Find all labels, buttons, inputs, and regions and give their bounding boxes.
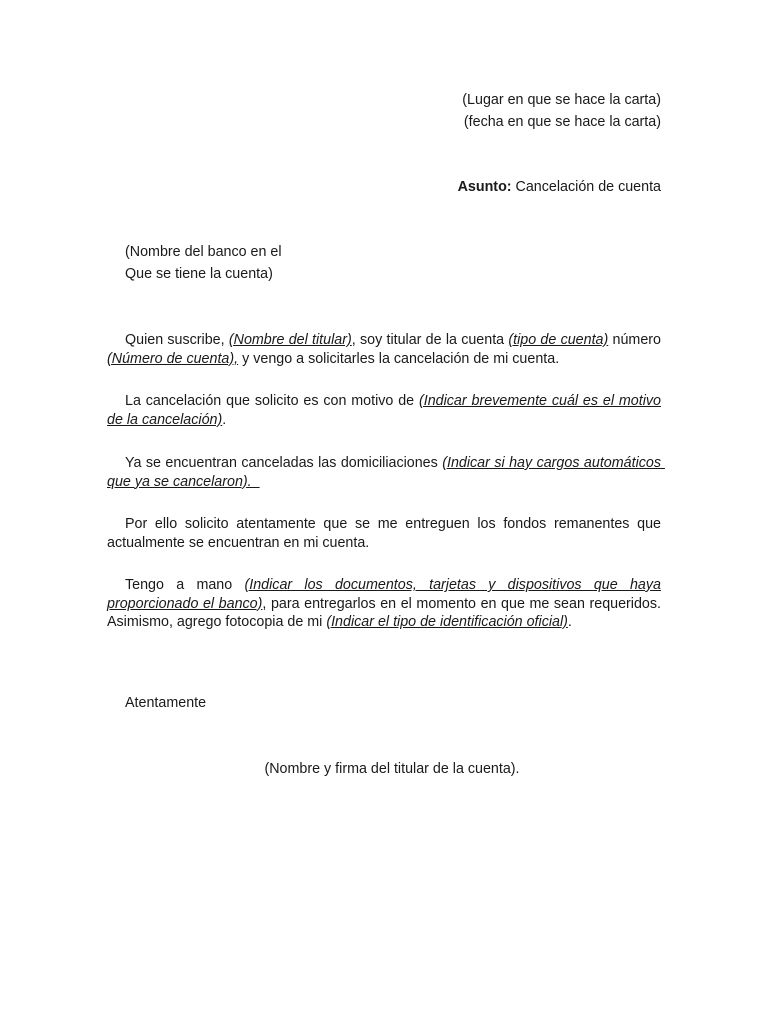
p1-text-c: número (608, 332, 661, 348)
p5-text-b: , para entregarlos en el momento en que me sean requeridos. Asimismo, agrego fotocopia de mi (107, 595, 662, 630)
placeholder-identificacion: (Indicar el tipo de identificación oficial) (326, 614, 568, 630)
paragraph-domiciliaciones (107, 454, 665, 491)
placeholder-cargos-automaticos: (Indicar si hay cargos automáticos que ya se cancelaron). (107, 455, 665, 490)
recipient-line-2: Que se tiene la cuenta) (125, 266, 273, 282)
p5-text-a: Tengo a mano (125, 577, 245, 593)
recipient-line-1: (Nombre del banco en el (125, 244, 282, 260)
placeholder-numero-cuenta: (Número de cuenta), (107, 350, 239, 367)
paragraph-titular (107, 331, 661, 368)
placeholder-motivo: (Indicar brevemente cuál es el motivo de la cancelación) (107, 393, 661, 428)
closing: Atentamente (125, 695, 207, 711)
paragraph-motivo (107, 392, 661, 429)
paragraph-documentos (107, 576, 661, 632)
subject-label: Asunto: (457, 179, 512, 195)
p1-text-a: Quien suscribe, (125, 332, 229, 348)
paragraph-fondos (107, 515, 661, 552)
p2-text-b: . (222, 411, 227, 428)
placeholder-nombre-titular: (Nombre del titular) (228, 332, 352, 348)
date-line: (fecha en que se hace la carta) (463, 114, 661, 130)
subject-line (458, 176, 661, 198)
placeholder-tipo-cuenta: (tipo de cuenta) (508, 332, 609, 348)
signature-line: (Nombre y firma del titular de la cuenta). (264, 761, 520, 777)
p1-text-b: , soy titular de la cuenta (351, 332, 509, 348)
place-line: (Lugar en que se hace la carta) (462, 92, 661, 108)
p4-text-a: Por ello solicito atentamente que se me entreguen los fondos remanentes que actualmente se encuentran en mi cuenta. (107, 516, 661, 551)
p1-text-d: y vengo a solicitarles la cancelación de mi cuenta. (238, 350, 560, 367)
p3-text-a: Ya se encuentran canceladas las domiciliaciones (125, 455, 443, 471)
placeholder-documentos: (Indicar los documentos, tarjetas y dispositivos que haya proporcionado el banco) (107, 577, 661, 612)
p2-text-a: La cancelación que solicito es con motivo de (125, 393, 419, 409)
p5-text-c: . (567, 614, 572, 630)
subject-text: Cancelación de cuenta (511, 179, 661, 195)
